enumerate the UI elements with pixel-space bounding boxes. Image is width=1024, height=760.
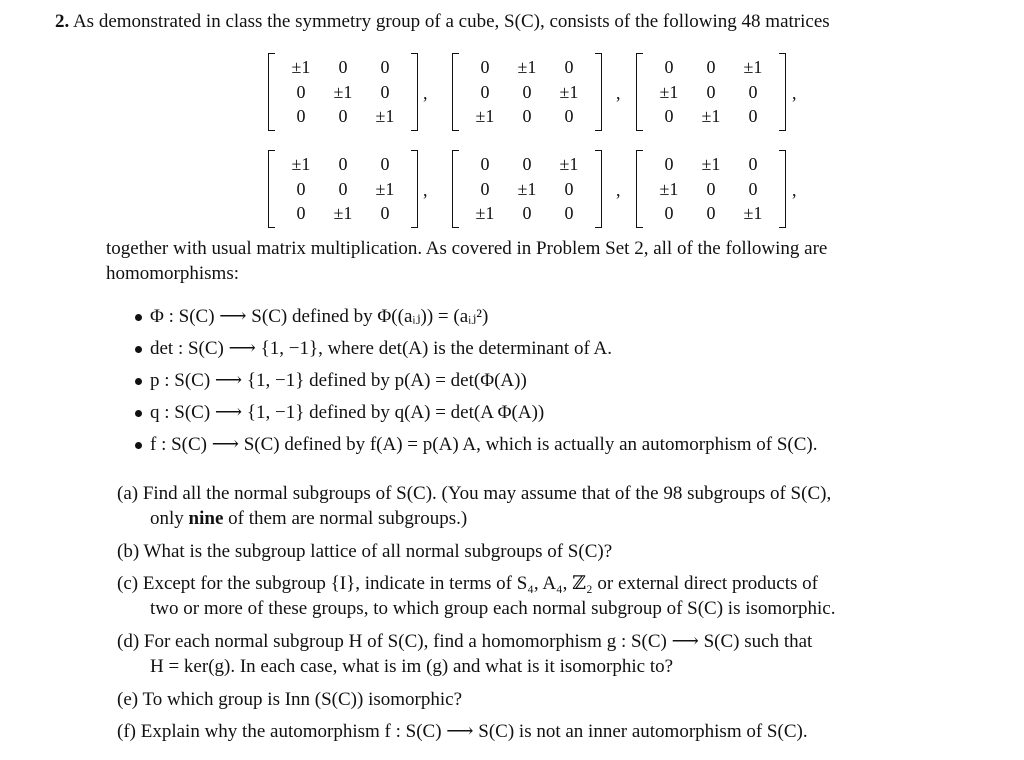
matrix-cell: 0 <box>522 203 532 223</box>
matrix-cell: 0 <box>664 57 674 77</box>
matrix-separator: , <box>792 180 797 200</box>
matrix-cell: 0 <box>706 81 716 102</box>
matrix-cell: 0 <box>706 203 716 223</box>
matrix-cell: ±1 <box>559 154 579 174</box>
matrix-grid <box>648 55 774 129</box>
bullet-p: p : S(C) ⟶ {1, −1} defined by p(A) = det(Φ(A)) <box>150 370 527 391</box>
matrix-cell: ±1 <box>701 154 721 174</box>
paragraph-line-1: together with usual matrix multiplication. As covered in Problem Set 2, all of the following are <box>106 238 828 259</box>
matrix-cell: 0 <box>522 81 532 102</box>
bullet-icon <box>135 314 142 321</box>
bullet-q: q : S(C) ⟶ {1, −1} defined by q(A) = det(A Φ(A)) <box>150 402 545 423</box>
matrix-grid <box>648 152 774 226</box>
matrix-grid <box>464 152 590 226</box>
problem-number: 2. <box>55 11 70 32</box>
matrix-separator: , <box>616 83 621 103</box>
matrix-cell: 0 <box>564 57 574 77</box>
matrix-cell: ±1 <box>375 106 395 126</box>
matrix-cell: 0 <box>338 178 348 199</box>
matrix-cell: 0 <box>748 106 758 126</box>
matrix-cell: 0 <box>480 81 490 102</box>
matrix-cell: ±1 <box>475 106 495 126</box>
bullet-icon <box>135 442 142 449</box>
matrix-cell: ±1 <box>743 57 763 77</box>
bullet-det: det : S(C) ⟶ {1, −1}, where det(A) is the determinant of A. <box>150 338 612 359</box>
matrix-cell: 0 <box>480 57 490 77</box>
matrix-cell: 0 <box>338 57 348 77</box>
bullet-f: f : S(C) ⟶ S(C) defined by f(A) = p(A) A, which is actually an automorphism of S(C). <box>150 434 818 455</box>
matrix-cell: 0 <box>664 106 674 126</box>
matrix-cell: ±1 <box>375 178 395 199</box>
matrix-separator: , <box>616 180 621 200</box>
matrix-cell: 0 <box>522 106 532 126</box>
matrix-separator: , <box>423 180 428 200</box>
matrix-cell: 0 <box>748 154 758 174</box>
part-e: (e) To which group is Inn (S(C)) isomorphic? <box>117 689 463 710</box>
matrix-cell: 0 <box>480 154 490 174</box>
matrix-cell: 0 <box>522 154 532 174</box>
matrix-cell: ±1 <box>659 81 679 102</box>
part-f: (f) Explain why the automorphism f : S(C) ⟶ S(C) is not an inner automorphism of S(C). <box>117 721 808 742</box>
matrix-cell: 0 <box>664 154 674 174</box>
matrix-separator: , <box>792 83 797 103</box>
matrix-cell: 0 <box>380 203 390 223</box>
part-d-line-1: (d) For each normal subgroup H of S(C), find a homomorphism g : S(C) ⟶ S(C) such that <box>117 631 813 652</box>
part-a-emphasis: nine <box>188 508 224 529</box>
problem-header <box>55 10 830 34</box>
paragraph-line-2: homomorphisms: <box>106 263 240 284</box>
matrix-cell: 0 <box>296 81 306 102</box>
matrix-cell: 0 <box>380 81 390 102</box>
matrix-grid <box>280 152 406 226</box>
matrix-2 <box>452 53 602 131</box>
matrix-grid <box>464 55 590 129</box>
part-a-line-1: (a) Find all the normal subgroups of S(C). (You may assume that of the 98 subgroups of S(C), <box>117 483 832 504</box>
part-c-line-1: (c) Except for the subgroup {I}, indicate in terms of S₄, A₄, ℤ₂ or external direct products of <box>117 573 818 594</box>
matrix-cell: ±1 <box>291 57 311 77</box>
bullet-icon <box>135 378 142 385</box>
matrix-cell: 0 <box>706 178 716 199</box>
matrix-cell: 0 <box>748 178 758 199</box>
matrix-cell: ±1 <box>333 203 353 223</box>
matrix-5 <box>452 150 602 228</box>
bullet-icon <box>135 410 142 417</box>
matrix-cell: ±1 <box>559 81 579 102</box>
matrix-cell: ±1 <box>659 178 679 199</box>
part-a-line-2 <box>150 507 467 531</box>
matrix-cell: ±1 <box>475 203 495 223</box>
matrix-cell: ±1 <box>517 178 537 199</box>
matrix-separator: , <box>423 83 428 103</box>
matrix-cell: 0 <box>480 178 490 199</box>
matrix-cell: ±1 <box>517 57 537 77</box>
part-a-text: only <box>150 508 184 529</box>
matrix-cell: 0 <box>296 106 306 126</box>
part-b: (b) What is the subgroup lattice of all normal subgroups of S(C)? <box>117 541 613 562</box>
matrix-cell: 0 <box>380 154 390 174</box>
matrix-6 <box>636 150 786 228</box>
matrix-cell: ±1 <box>333 81 353 102</box>
matrix-grid <box>280 55 406 129</box>
matrix-cell: 0 <box>748 81 758 102</box>
matrix-cell: 0 <box>296 178 306 199</box>
problem-intro: As demonstrated in class the symmetry group of a cube, S(C), consists of the following 48 matrices <box>72 11 830 32</box>
matrix-cell: 0 <box>380 57 390 77</box>
part-d-line-2: H = ker(g). In each case, what is im (g) and what is it isomorphic to? <box>150 656 674 677</box>
matrix-cell: ±1 <box>291 154 311 174</box>
matrix-3 <box>636 53 786 131</box>
matrix-cell: 0 <box>706 57 716 77</box>
matrix-cell: 0 <box>296 203 306 223</box>
bullet-phi: Φ : S(C) ⟶ S(C) defined by Φ((aᵢⱼ)) = (aᵢⱼ²) <box>150 306 489 327</box>
matrix-cell: ±1 <box>701 106 721 126</box>
matrix-cell: 0 <box>664 203 674 223</box>
part-c-line-2: two or more of these groups, to which group each normal subgroup of S(C) is isomorphic. <box>150 598 836 619</box>
matrix-1 <box>268 53 418 131</box>
part-a-text: of them are normal subgroups.) <box>228 508 468 529</box>
matrix-cell: 0 <box>338 106 348 126</box>
matrix-cell: 0 <box>338 154 348 174</box>
matrix-cell: 0 <box>564 203 574 223</box>
matrix-cell: 0 <box>564 178 574 199</box>
bullet-icon <box>135 346 142 353</box>
matrix-4 <box>268 150 418 228</box>
matrix-cell: 0 <box>564 106 574 126</box>
matrix-cell: ±1 <box>743 203 763 223</box>
